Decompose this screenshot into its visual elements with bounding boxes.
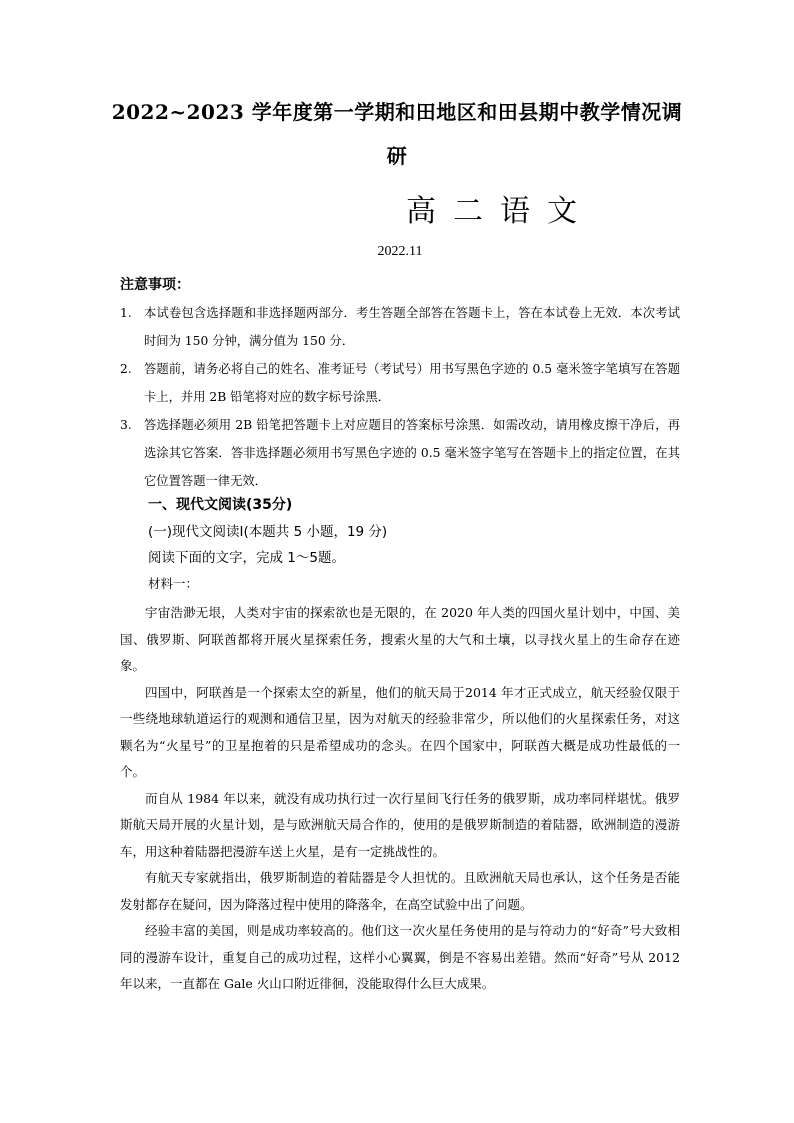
section-heading: 一、现代文阅读(35分) xyxy=(148,497,293,513)
notice-item-text: 本试卷包含选择题和非选择题两部分．考生答题全部答在答题卡上，答在本试卷上无效．本次考试时间为 150 分钟，满分值为 150 分． xyxy=(144,306,680,348)
notice-item xyxy=(120,299,680,355)
exam-date: 2022.11 xyxy=(377,244,423,259)
reading-passage xyxy=(120,600,680,998)
exam-title-line1: 2022~2023 学年度第一学期和田地区和田县期中教学情况调 xyxy=(111,100,683,124)
subject-title: 高二语文 xyxy=(406,194,594,229)
notice-item-number: 2. xyxy=(120,362,132,376)
sub-section-heading: (一)现代文阅读Ⅰ(本题共 5 小题，19 分) xyxy=(148,524,388,540)
exam-title-line2: 研 xyxy=(386,144,408,168)
notice-heading: 注意事项： xyxy=(120,277,190,293)
notice-list xyxy=(120,299,680,495)
reading-instruction: 阅读下面的文字，完成 1～5题。 xyxy=(148,550,345,566)
notice-item-number: 1. xyxy=(120,306,132,320)
notice-item-number: 3. xyxy=(120,418,132,432)
material-label: 材料一： xyxy=(148,576,199,591)
notice-item xyxy=(120,411,680,495)
passage-paragraph: 而自从 1984 年以来，就没有成功执行过一次行星间飞行任务的俄罗斯，成功率同样堪忧。俄罗斯航天局开展的火星计划，是与欧洲航天局合作的，使用的是俄罗斯制造的着陆器，欧洲制造的漫游车，用这种着陆器把漫游车送上火星，是有一定挑战性的。 xyxy=(120,790,680,859)
passage-paragraph: 四国中，阿联酋是一个探索太空的新星，他们的航天局于2014 年才正式成立，航天经验仅限于一些绕地球轨道运行的观测和通信卫星，因为对航天的经验非常少，所以他们的火星探索任务，对这颗名为“火星号”的卫星抱着的只是希望成功的念头。在四个国家中，阿联酋大概是成功性最低的一个。 xyxy=(120,684,680,779)
passage-paragraph: 有航天专家就指出，俄罗斯制造的着陆器是令人担忧的。且欧洲航天局也承认，这个任务是否能发射都存在疑问，因为降落过程中使用的降落伞，在高空试验中出了问题。 xyxy=(120,870,680,912)
notice-item-text: 答选择题必须用 2B 铅笔把答题卡上对应题目的答案标号涂黑．如需改动，请用橡皮擦干净后，再选涂其它答案．答非选择题必须用书写黑色字迹的 0.5 毫米签字笔写在答题卡上的指定位置，在其它位置答题一律无效． xyxy=(144,418,680,488)
notice-item xyxy=(120,355,680,411)
passage-paragraph: 经验丰富的美国，则是成功率较高的。他们这一次火星任务使用的是与符动力的“好奇”号大致相同的漫游车设计，重复自己的成功过程，这样小心翼翼，倒是不容易出差错。然而“好奇”号从 2012 年以来，一直都在 Gale 火山口附近徘徊，没能取得什么巨大成果。 xyxy=(120,923,680,991)
passage-paragraph: 宇宙浩渺无垠，人类对宇宙的探索欲也是无限的，在 2020 年人类的四国火星计划中，中国、美国、俄罗斯、阿联酋都将开展火星探索任务，搜索火星的大气和土壤，以寻找火星上的生命存在迹象。 xyxy=(120,605,680,673)
notice-item-text: 答题前，请务必将自己的姓名、准考证号（考试号）用书写黑色字迹的 0.5 毫米签字笔填写在答题卡上，并用 2B 铅笔将对应的数字标号涂黑． xyxy=(144,362,680,404)
